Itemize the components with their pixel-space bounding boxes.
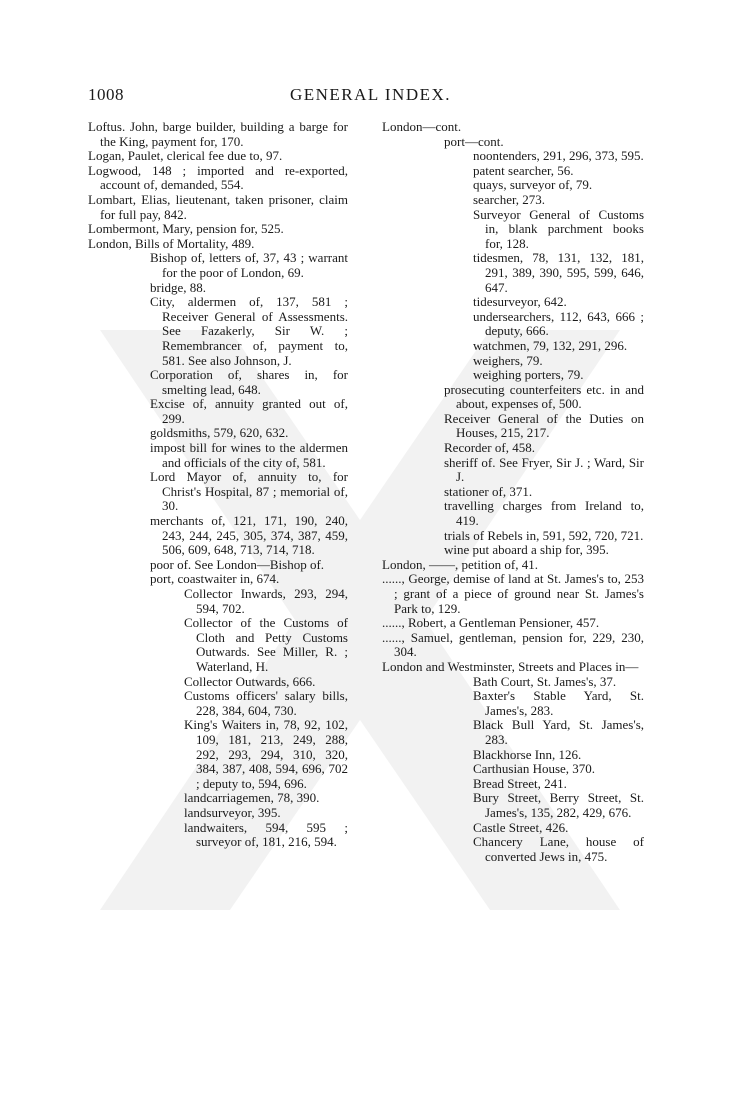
index-entry: Surveyor General of Customs in, blank parchment books for, 128.	[473, 206, 644, 251]
index-entry: ......, Samuel, gentleman, pension for, 229, 230, 304.	[382, 629, 644, 660]
index-entry: Baxter's Stable Yard, St. James's, 283.	[473, 688, 644, 718]
index-entry: Bury Street, Berry Street, St. James's, 135, 282, 429, 676.	[473, 790, 644, 820]
index-entry: London, ——, petition of, 41.	[382, 556, 538, 572]
index-entry: Castle Street, 426.	[473, 819, 569, 835]
index-entry: merchants of, 121, 171, 190, 240, 243, 244, 245, 305, 374, 387, 459, 506, 609, 648, 713, 714, 718.	[150, 513, 348, 558]
index-entry: Bishop of, letters of, 37, 43 ; warrant for the poor of London, 69.	[150, 250, 348, 280]
index-entry: weighing porters, 79.	[473, 367, 584, 383]
index-entry: Logan, Paulet, clerical fee due to, 97.	[88, 148, 283, 164]
index-column-right	[382, 120, 644, 864]
index-entry: London, Bills of Mortality, 489.	[88, 235, 255, 251]
index-column-left	[88, 120, 348, 850]
index-entry: sheriff of. See Fryer, Sir J. ; Ward, Sir J.	[444, 454, 644, 485]
index-entry: ......, Robert, a Gentleman Pensioner, 457.	[382, 615, 600, 631]
index-entry: tidesmen, 78, 131, 132, 181, 291, 389, 390, 595, 599, 646, 647.	[473, 250, 644, 295]
index-entry: Excise of, annuity granted out of, 299.	[150, 396, 348, 426]
index-entry: Recorder of, 458.	[444, 440, 535, 456]
index-entry: noontenders, 291, 296, 373, 595.	[473, 148, 644, 164]
index-entry: Logwood, 148 ; imported and re-exported, account of, demanded, 554.	[88, 162, 348, 193]
index-entry: undersearchers, 112, 643, 666 ; deputy, 666.	[473, 308, 644, 339]
index-entry: London—cont.	[382, 119, 462, 134]
page-title: GENERAL INDEX.	[289, 85, 452, 104]
index-entry: London and Westminster, Streets and Places in—	[382, 658, 639, 674]
index-entry: watchmen, 79, 132, 291, 296.	[473, 337, 628, 353]
index-entry: searcher, 273.	[473, 191, 546, 207]
index-entry: Carthusian House, 370.	[473, 761, 596, 777]
page-header	[88, 85, 653, 109]
index-entry: trials of Rebels in, 591, 592, 720, 721.	[444, 527, 644, 543]
index-entry: prosecuting counterfeiters etc. in and about, expenses of, 500.	[444, 381, 644, 412]
index-entry: tidesurveyor, 642.	[473, 294, 567, 310]
index-entry: Collector Inwards, 293, 294, 594, 702.	[184, 586, 348, 616]
index-entry: Blackhorse Inn, 126.	[473, 746, 582, 762]
index-entry: patent searcher, 56.	[473, 162, 574, 178]
index-entry: Collector of the Customs of Cloth and Petty Customs Outwards. See Miller, R. ; Waterland, H.	[184, 615, 348, 674]
index-entry: Bath Court, St. James's, 37.	[473, 673, 617, 689]
index-entry: impost bill for wines to the aldermen and officials of the city of, 581.	[150, 440, 348, 470]
index-entry: Chancery Lane, house of converted Jews in, 475.	[473, 834, 644, 864]
index-entry: Collector Outwards, 666.	[184, 673, 316, 689]
index-entry: landcarriagemen, 78, 390.	[184, 790, 320, 806]
index-entry: landsurveyor, 395.	[184, 804, 281, 820]
index-entry: King's Waiters in, 78, 92, 102, 109, 181, 213, 249, 288, 292, 293, 294, 310, 320, 384, 387, 408, 594, 696, 702 ; deputy to, 594, 696.	[184, 717, 348, 791]
page-number: 1008	[88, 85, 124, 104]
index-entry: bridge, 88.	[150, 279, 206, 295]
index-entry: quays, surveyor of, 79.	[473, 177, 593, 193]
index-entry: Lord Mayor of, annuity to, for Christ's Hospital, 87 ; memorial of, 30.	[150, 469, 348, 514]
index-entry: Black Bull Yard, St. James's, 283.	[473, 717, 644, 747]
index-entry: travelling charges from Ireland to, 419.	[444, 498, 644, 529]
index-entry: ......, George, demise of land at St. James's to, 253 ; grant of a piece of ground near St. James's Park to, 129.	[382, 571, 644, 616]
index-entry: stationer of, 371.	[444, 483, 533, 499]
index-entry: landwaiters, 594, 595 ; surveyor of, 181, 216, 594.	[184, 819, 348, 850]
index-entry: port, coastwaiter in, 674.	[150, 571, 280, 587]
index-entry: goldsmiths, 579, 620, 632.	[150, 425, 289, 441]
index-entry: Bread Street, 241.	[473, 775, 567, 791]
index-entry: port—cont.	[444, 133, 504, 149]
index-entry: Lombermont, Mary, pension for, 525.	[88, 221, 284, 237]
index-entry: Lombart, Elias, lieutenant, taken prisoner, claim for full pay, 842.	[88, 191, 348, 222]
index-entry: wine put aboard a ship for, 395.	[444, 542, 609, 558]
index-entry: poor of. See London—Bishop of.	[150, 556, 325, 572]
index-entry: City, aldermen of, 137, 581 ; Receiver General of Assessments. See Fazakerly, Sir W. ; Remembrancer of, payment to, 581. See also Johnson, J.	[150, 294, 348, 368]
index-entry: Corporation of, shares in, for smelting lead, 648.	[150, 367, 348, 397]
index-entry: Loftus. John, barge builder, building a barge for the King, payment for, 170.	[88, 119, 348, 149]
index-entry: Receiver General of the Duties on Houses, 215, 217.	[444, 410, 644, 441]
index-entry: Customs officers' salary bills, 228, 384, 604, 730.	[184, 688, 348, 718]
index-entry: weighers, 79.	[473, 352, 543, 368]
